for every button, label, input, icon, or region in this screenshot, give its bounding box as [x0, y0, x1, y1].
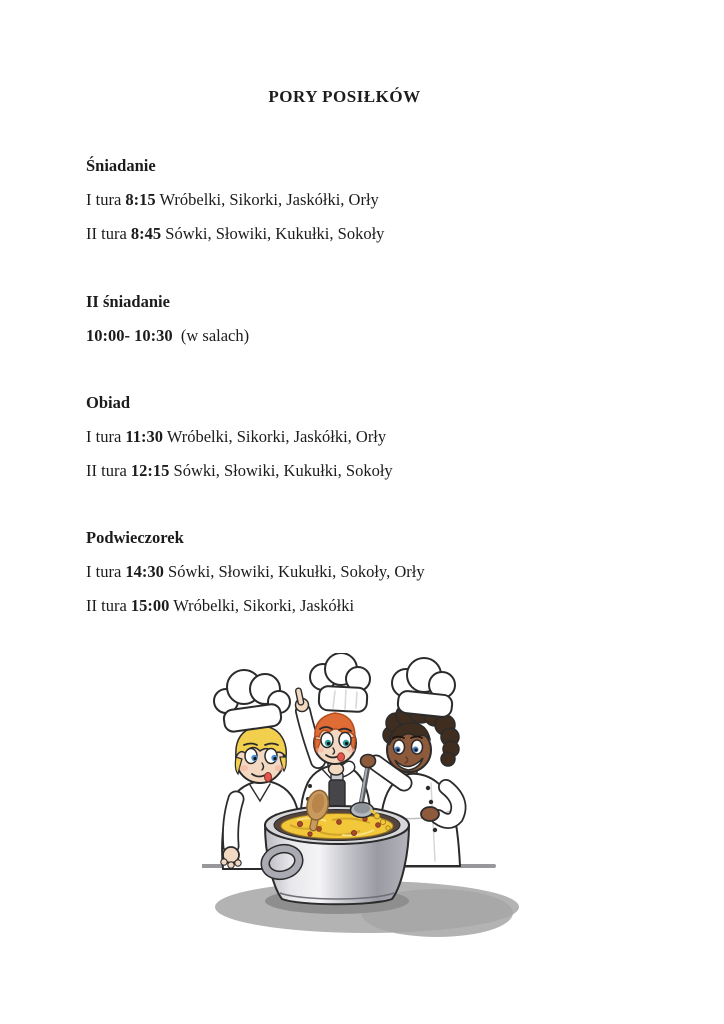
section-obiad: [86, 386, 646, 488]
schedule-line: [86, 319, 646, 353]
section-podwieczorek: [86, 521, 646, 623]
line-prefix: II tura: [86, 596, 131, 615]
line-time: 12:15: [130, 461, 170, 480]
meal-schedule: [0, 149, 646, 623]
chef-hat-icon: [214, 670, 290, 733]
line-groups: Sówki, Słowiki, Kukułki, Sokoły, Orły: [163, 562, 425, 581]
line-time: 8:45: [130, 224, 162, 243]
line-groups: Sówki, Słowiki, Kukułki, Sokoły: [161, 224, 385, 243]
schedule-line: [86, 217, 646, 251]
schedule-line: [86, 420, 646, 454]
chef-hat-icon: [392, 658, 455, 718]
line-groups: Wróbelki, Sikorki, Jaskółki, Orły: [163, 427, 387, 446]
page-title: PORY POSIŁKÓW: [268, 87, 421, 106]
line-groups: Wróbelki, Sikorki, Jaskółki: [169, 596, 355, 615]
chefs-cooking-image: [202, 653, 522, 945]
line-time: 11:30: [125, 427, 163, 446]
line-time: 8:15: [125, 190, 156, 209]
section-ii-sniadanie: [86, 285, 646, 353]
line-groups: Wróbelki, Sikorki, Jaskółki, Orły: [155, 190, 379, 209]
line-prefix: II tura: [86, 224, 131, 243]
line-time: 15:00: [130, 596, 170, 615]
line-prefix: II tura: [86, 461, 131, 480]
section-sniadanie: [86, 149, 646, 251]
schedule-line: [86, 555, 646, 589]
section-heading: Podwieczorek: [86, 528, 184, 547]
schedule-line: [86, 589, 646, 623]
line-prefix: I tura: [86, 190, 126, 209]
section-heading: II śniadanie: [86, 292, 170, 311]
section-heading: Śniadanie: [86, 156, 156, 175]
line-time: 10:00- 10:30: [86, 326, 173, 345]
schedule-line: [86, 454, 646, 488]
line-time: 14:30: [125, 562, 164, 581]
line-prefix: I tura: [86, 427, 126, 446]
line-groups: Sówki, Słowiki, Kukułki, Sokoły: [169, 461, 393, 480]
section-heading: Obiad: [86, 393, 131, 412]
soup-pot: [262, 806, 409, 904]
schedule-line: [86, 183, 646, 217]
chef-hat-icon: [310, 653, 370, 712]
chef-middle: [295, 653, 370, 813]
line-prefix: I tura: [86, 562, 126, 581]
line-groups: (w salach): [172, 326, 250, 345]
chefs-illustration: [202, 653, 522, 945]
